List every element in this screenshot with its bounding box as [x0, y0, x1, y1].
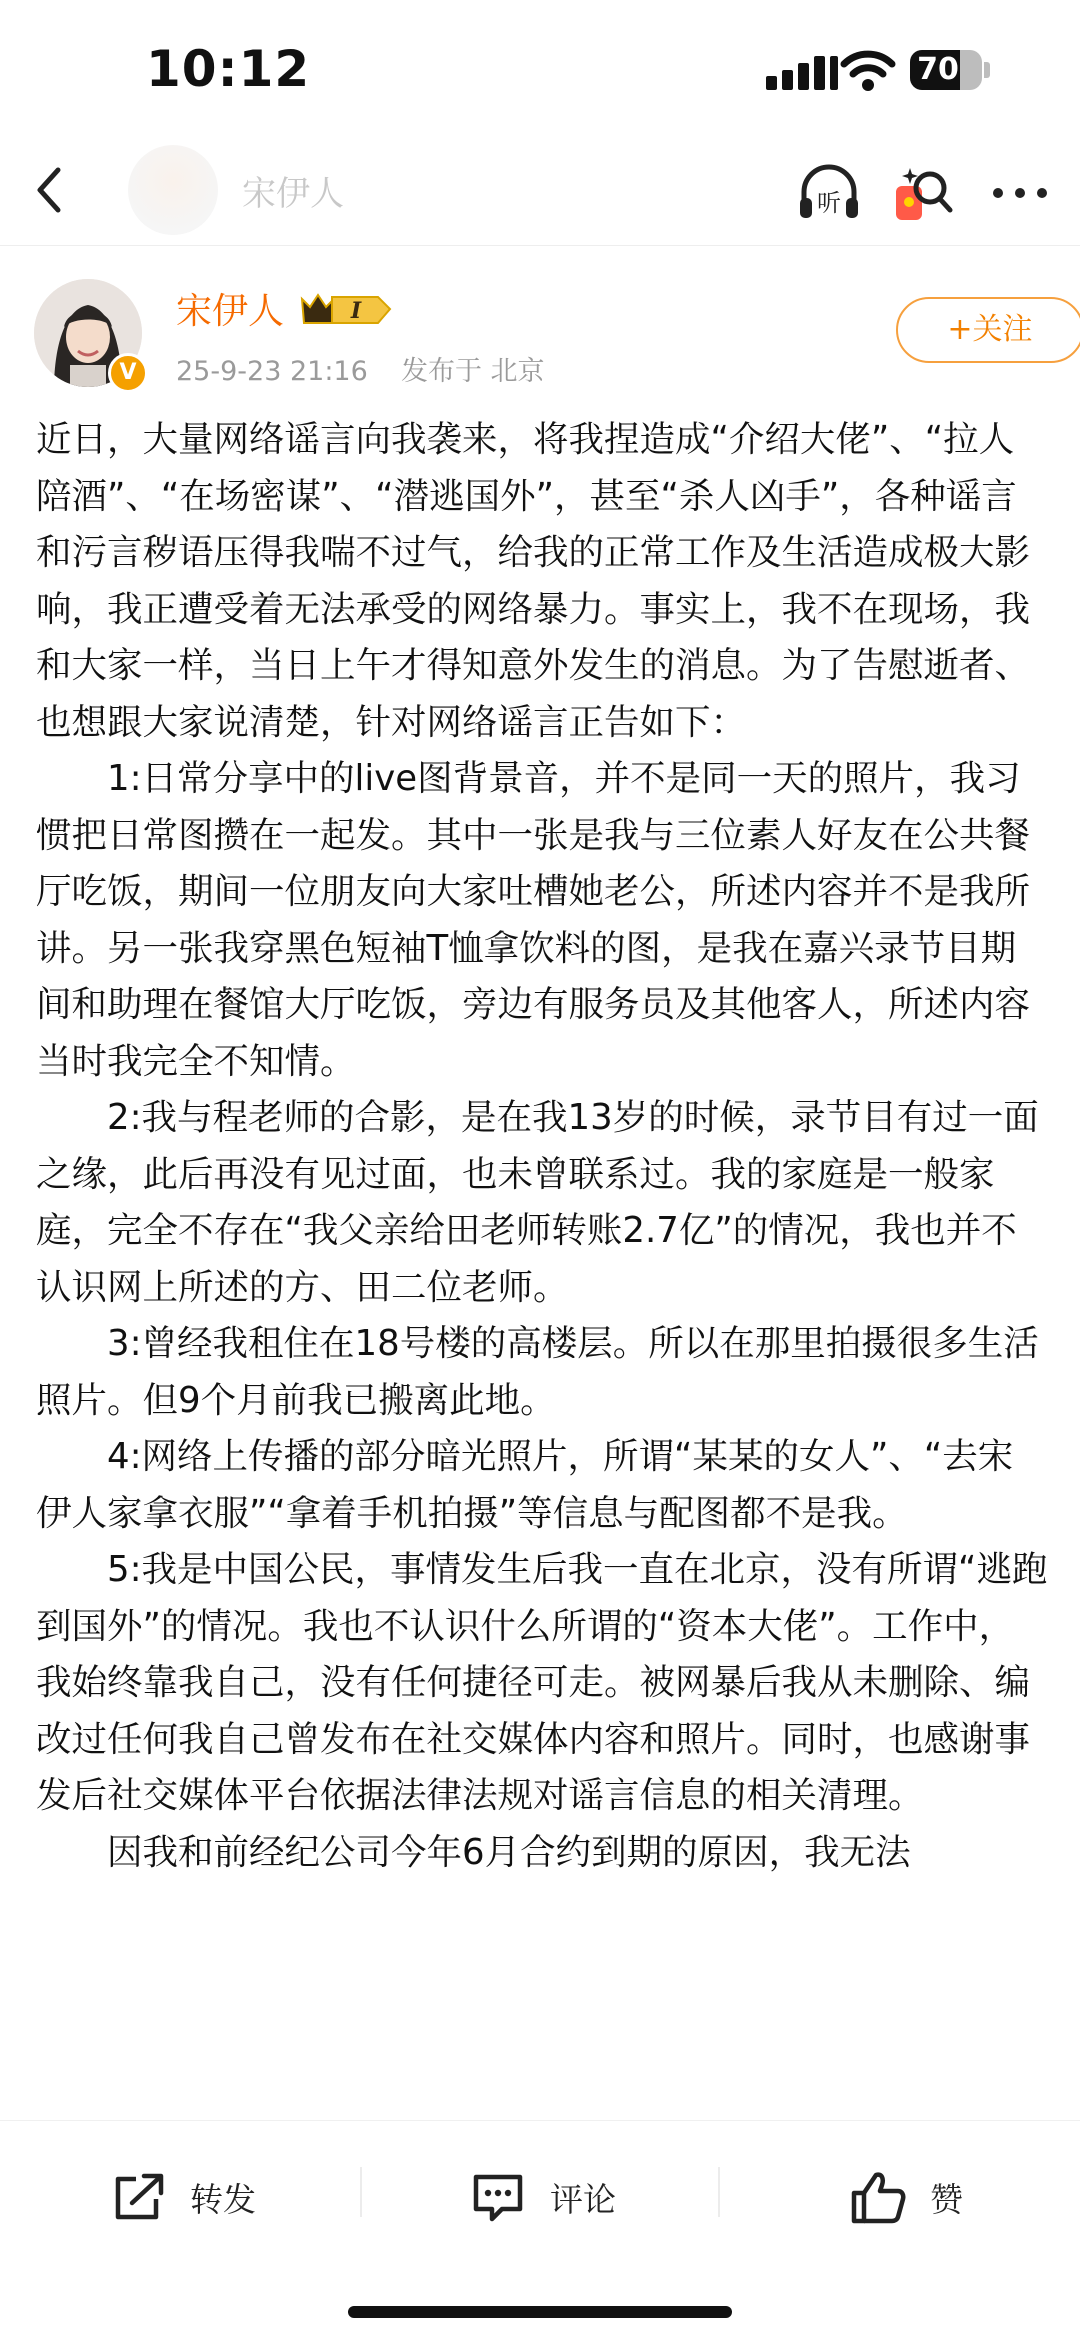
repost-label: 转发: [190, 2179, 256, 2219]
thumbs-up-icon: [850, 2169, 906, 2225]
author-name[interactable]: 宋伊人: [176, 291, 285, 332]
comment-search-icon[interactable]: [890, 158, 960, 228]
comment-label: 评论: [550, 2179, 616, 2219]
nav-avatar[interactable]: [128, 145, 218, 235]
listen-icon[interactable]: [794, 158, 864, 228]
status-time: 10:12: [146, 40, 311, 98]
member-crown-badge-icon: [298, 289, 394, 329]
member-level: I: [350, 298, 362, 324]
paragraph: 因我和前经纪公司今年6月合约到期的原因，我无法: [107, 1831, 911, 1873]
more-icon[interactable]: [985, 158, 1055, 228]
paragraph: 1:日常分享中的live图背景音，并不是同一天的照片，我习惯把日常图攒在一起发。其中一张是我与三位素人好友在公共餐厅吃饭，期间一位朋友向大家吐槽她老公，所述内容并不是我所讲。另一张我穿黑色短袖T恤拿饮料的图，是我在嘉兴录节目期间和助理在餐馆大厅吃饭，旁边有服务员及其他客人，所述内容当时我完全不知情。: [36, 758, 1031, 1082]
verified-badge-icon: V: [108, 353, 148, 393]
divider: [718, 2167, 720, 2217]
battery-icon: [910, 50, 982, 90]
home-indicator[interactable]: [348, 2306, 732, 2318]
comment-button[interactable]: [470, 2121, 616, 2273]
follow-button[interactable]: +关注: [896, 297, 1080, 363]
cellular-signal-icon: [766, 54, 840, 90]
repost-button[interactable]: [110, 2121, 256, 2273]
paragraph: 3:曾经我租住在18号楼的高楼层。所以在那里拍摄很多生活照片。但9个月前我已搬离此地。: [36, 1323, 1039, 1421]
wifi-icon: [840, 48, 896, 92]
post-header: [0, 245, 1080, 420]
status-bar: [0, 0, 1080, 140]
paragraph: 2:我与程老师的合影，是在我13岁的时候，录节目有过一面之缘，此后再没有见过面，也未曾联系过。我的家庭是一般家庭，完全不存在“我父亲给田老师转账2.7亿”的情况，我也并不认识网上所述的方、田二位老师。: [36, 1097, 1039, 1308]
divider: [360, 2167, 362, 2217]
battery-level: 70: [917, 52, 959, 87]
comment-icon: [470, 2171, 526, 2223]
paragraph: 5:我是中国公民，事情发生后我一直在北京，没有所谓“逃跑到国外”的情况。我也不认识什么所谓的“资本大佬”。工作中，我始终靠我自己，没有任何捷径可走。被网暴后我从未删除、编改过任何我自己曾发布在社交媒体内容和照片。同时，也感谢事发后社交媒体平台依据法律法规对谣言信息的相关清理。: [36, 1549, 1048, 1816]
paragraph: 4:网络上传播的部分暗光照片，所谓“某某的女人”、“去宋伊人家拿衣服”“拿着手机拍摄”等信息与配图都不是我。: [36, 1436, 1014, 1534]
top-nav-bar: [0, 140, 1080, 246]
post-meta: [176, 349, 545, 388]
like-label: 赞: [930, 2179, 963, 2219]
back-arrow-icon[interactable]: [22, 160, 82, 220]
repost-icon: [110, 2171, 166, 2223]
paragraph: 近日，大量网络谣言向我袭来，将我捏造成“介绍大佬”、“拉人陪酒”、“在场密谋”、“潜逃国外”，甚至“杀人凶手”，各种谣言和污言秽语压得我喘不过气，给我的正常工作及生活造成极大影响，我正遭受着无法承受的网络暴力。事实上，我不在现场，我和大家一样，当日上午才得知意外发生的消息。为了告慰逝者、也想跟大家说清楚，针对网络谣言正告如下：: [36, 419, 1031, 743]
post-content: [36, 412, 1048, 2124]
post-date: 25-9-23 21:16: [176, 356, 368, 387]
action-bar: [0, 2120, 1080, 2273]
like-button[interactable]: [850, 2121, 963, 2273]
post-location: 发布于 北京: [400, 356, 545, 387]
listen-label: 听: [817, 189, 841, 217]
nav-title: 宋伊人: [242, 174, 344, 214]
battery-cap: [984, 62, 990, 78]
